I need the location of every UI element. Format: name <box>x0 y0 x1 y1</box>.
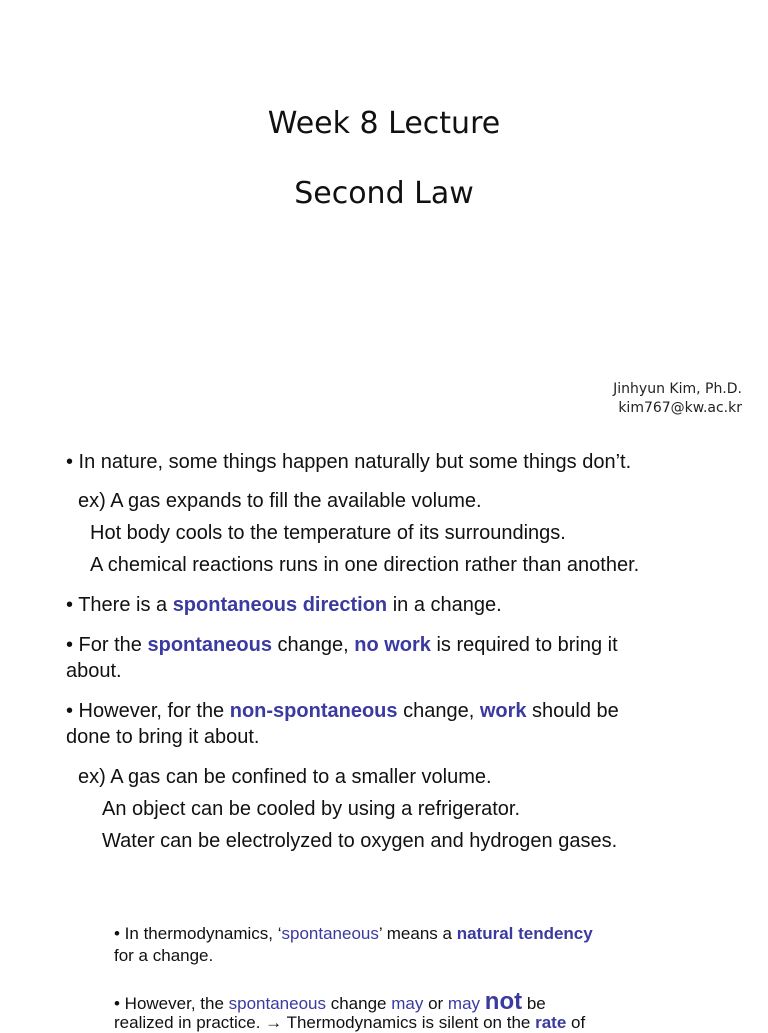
highlight-non-spontaneous: non-spontaneous <box>229 700 398 722</box>
highlight-spontaneous-term: spontaneous <box>281 924 379 943</box>
bullet-thermo-spontaneous: • In thermodynamics, ‘spontaneous’ means a natural tendency <box>114 924 593 943</box>
lecture-subtitle: Second Law <box>294 176 474 211</box>
highlight-rate: rate <box>535 1013 567 1032</box>
example-2-line-2: An object can be cooled by using a refrigerator. <box>102 798 521 820</box>
example-1-line-3: A chemical reactions runs in one direction rather than another. <box>90 554 640 576</box>
highlight-no-work: no work <box>354 634 431 656</box>
bullet-work-cont: done to bring it about. <box>66 726 260 748</box>
author-email: kim767@kw.ac.kr <box>618 400 742 416</box>
example-2-line-3: Water can be electrolyzed to oxygen and hydrogen gases. <box>102 830 618 852</box>
highlight-spontaneous-direction: spontaneous direction <box>172 594 388 616</box>
bullet-direction: • There is a spontaneous direction in a change. <box>66 594 502 616</box>
example-2-line-1: ex) A gas can be confined to a smaller volume. <box>78 766 492 788</box>
author-block <box>613 380 742 418</box>
highlight-spontaneous-2: spontaneous <box>228 994 326 1013</box>
highlight-may-2: may <box>447 994 481 1013</box>
bullet-may-not: • However, the spontaneous change may or may not be <box>114 988 546 1015</box>
bullet-nature: • In nature, some things happen naturally but some things don’t. <box>66 451 632 473</box>
highlight-work: work <box>479 700 527 722</box>
highlight-spontaneous: spontaneous <box>147 634 272 656</box>
example-1-line-2: Hot body cools to the temperature of its surroundings. <box>90 522 566 544</box>
author-name: Jinhyun Kim, Ph.D. <box>613 381 742 397</box>
bullet-may-not-cont: realized in practice. → Thermodynamics is silent on the rate of <box>114 1013 586 1032</box>
highlight-not: not <box>484 988 523 1015</box>
highlight-natural-tendency: natural tendency <box>456 924 593 943</box>
highlight-may-1: may <box>391 994 424 1013</box>
bullet-no-work: • For the spontaneous change, no work is required to bring it <box>66 634 618 656</box>
bullet-thermo-spontaneous-cont: for a change. <box>114 946 214 965</box>
bullet-work: • However, for the non-spontaneous change, work should be <box>66 700 619 722</box>
lecture-title: Week 8 Lecture <box>267 106 501 141</box>
example-1-line-1: ex) A gas expands to fill the available volume. <box>78 490 482 512</box>
bullet-no-work-cont: about. <box>66 660 122 682</box>
